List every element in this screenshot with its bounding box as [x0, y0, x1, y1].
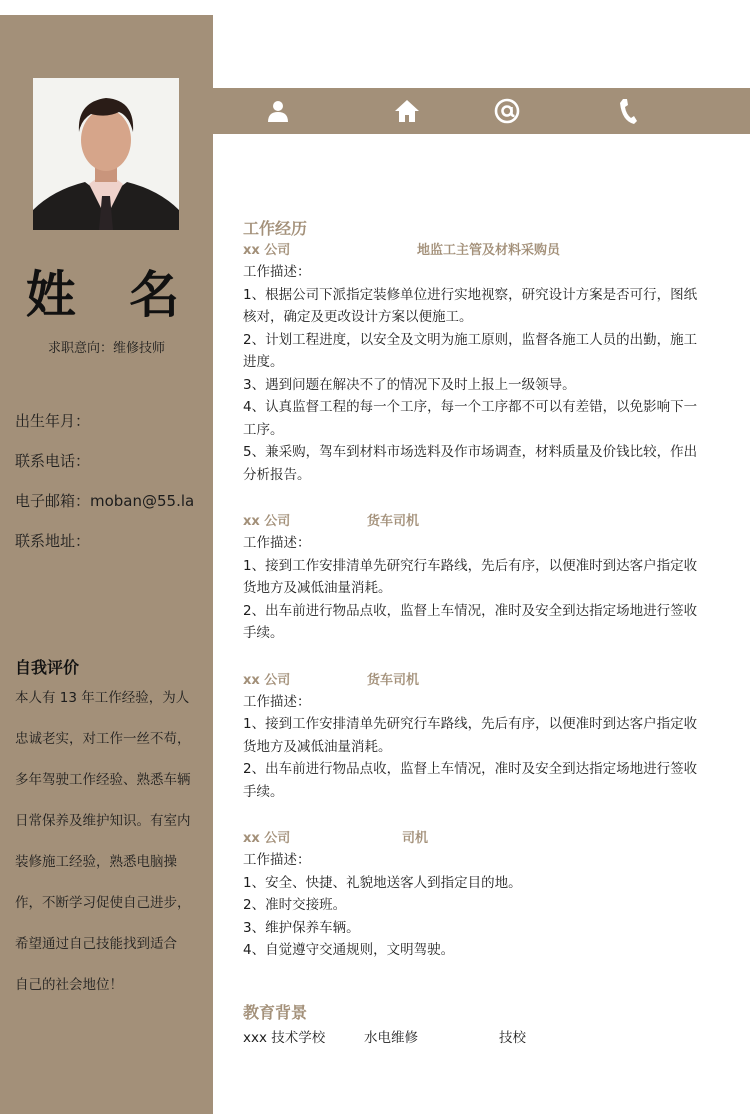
job-desc-line: 3、维护保养车辆。	[243, 919, 360, 936]
self-eval-text	[15, 678, 200, 1006]
education-major: 水电维修	[364, 1029, 418, 1046]
job-desc-line: 2、准时交接班。	[243, 897, 347, 913]
job-desc-line: 手续。	[243, 783, 284, 800]
at-icon	[487, 88, 527, 134]
job-company: xx 公司	[243, 514, 291, 529]
job-position: 地监工主管及材料采购员	[417, 243, 561, 258]
self-eval-line: 日常保养及维护知识。有室内	[15, 813, 191, 829]
education-row	[243, 1027, 723, 1049]
job-desc-line: 工序。	[243, 421, 284, 438]
job-desc-line: 货地方及减低油量消耗。	[243, 580, 392, 596]
self-eval-title: 自我评价	[15, 658, 80, 677]
job-desc-line: 3、遇到问题在解决不了的情况下及时上报上一级领导。	[243, 376, 576, 393]
job-desc-label: 工作描述：	[243, 535, 311, 551]
job-company: xx 公司	[243, 672, 291, 688]
job-desc-line: 手续。	[243, 625, 284, 641]
education-section-title: 教育背景	[243, 1002, 308, 1022]
job-header	[243, 828, 723, 849]
job-desc-line: 4、自觉遵守交通规则，文明驾驶。	[243, 942, 455, 958]
job-entry	[243, 670, 723, 804]
phone-icon	[608, 88, 648, 134]
address: 联系地址：	[15, 532, 91, 550]
job-desc-line: 4、认真监督工程的每一个工序，每一个工序都不可以有差错，以免影响下一	[243, 399, 698, 415]
job-desc-line: 1、安全、快捷、礼貌地送客人到指定目的地。	[243, 874, 522, 891]
job-position: 货车司机	[367, 514, 420, 529]
education-degree: 技校	[499, 1029, 526, 1046]
job-company: xx 公司	[243, 831, 291, 846]
person-icon	[258, 88, 298, 134]
profile-photo	[33, 78, 179, 230]
name-title: 姓 名	[25, 266, 198, 324]
self-eval-line: 希望通过自己技能找到适合	[15, 936, 177, 952]
job-desc-line: 进度。	[243, 354, 284, 370]
job-desc-line: 1、根据公司下派指定装修单位进行实地视察，研究设计方案是否可行，图纸	[243, 286, 698, 303]
home-icon	[387, 88, 427, 134]
job-header	[243, 670, 723, 691]
job-desc-line: 核对，确定及更改设计方案以便施工。	[243, 309, 473, 325]
job-header	[243, 511, 723, 532]
education-school: xxx 技术学校	[243, 1029, 326, 1046]
self-eval-line: 作，不断学习促使自己进步，	[15, 895, 191, 911]
job-desc-line: 1、接到工作安排清单先研究行车路线，先后有序，以便准时到达客户指定收	[243, 557, 698, 574]
job-position: 司机	[402, 831, 429, 846]
birth-date: 出生年月：	[15, 412, 91, 430]
main-content	[243, 218, 723, 1049]
sidebar	[0, 15, 213, 1114]
job-desc-line: 1、接到工作安排清单先研究行车路线，先后有序，以便准时到达客户指定收	[243, 716, 698, 732]
job-entry	[243, 240, 723, 486]
self-eval-line: 装修施工经验，熟悉电脑操	[15, 854, 177, 870]
job-desc-label: 工作描述：	[243, 852, 311, 868]
self-eval-line: 忠诚老实，对工作一丝不苟，	[15, 731, 191, 747]
job-header	[243, 240, 723, 261]
self-eval-line: 本人有 13 年工作经验，为人	[15, 690, 190, 706]
job-desc-line: 2、计划工程进度，以安全及文明为施工原则，监督各施工人员的出勤，施工	[243, 331, 698, 348]
job-desc-line: 货地方及减低油量消耗。	[243, 738, 392, 755]
phone-number: 联系电话：	[15, 452, 91, 470]
job-desc-line: 2、出车前进行物品点收，监督上车情况，准时及安全到达指定场地进行签收	[243, 602, 698, 619]
job-desc-label: 工作描述：	[243, 264, 311, 280]
job-desc-line: 分析报告。	[243, 466, 311, 483]
job-desc-line: 5、兼采购，驾车到材料市场选料及作市场调查，材料质量及价钱比较，作出	[243, 444, 698, 460]
job-desc-label: 工作描述：	[243, 693, 311, 710]
job-desc-line: 2、出车前进行物品点收，监督上车情况，准时及安全到达指定场地进行签收	[243, 761, 698, 777]
self-eval-line: 自己的社会地位！	[15, 977, 123, 993]
job-entry	[243, 511, 723, 645]
self-eval-line: 多年驾驶工作经验、熟悉车辆	[15, 772, 191, 788]
job-entry	[243, 828, 723, 962]
job-intent: 求职意向：维修技师	[47, 341, 165, 356]
job-company: xx 公司	[243, 243, 291, 258]
email: 电子邮箱：moban@55.la	[15, 492, 195, 510]
work-section-title: 工作经历	[243, 219, 308, 238]
job-position: 货车司机	[367, 672, 420, 688]
icon-bar	[213, 88, 750, 134]
